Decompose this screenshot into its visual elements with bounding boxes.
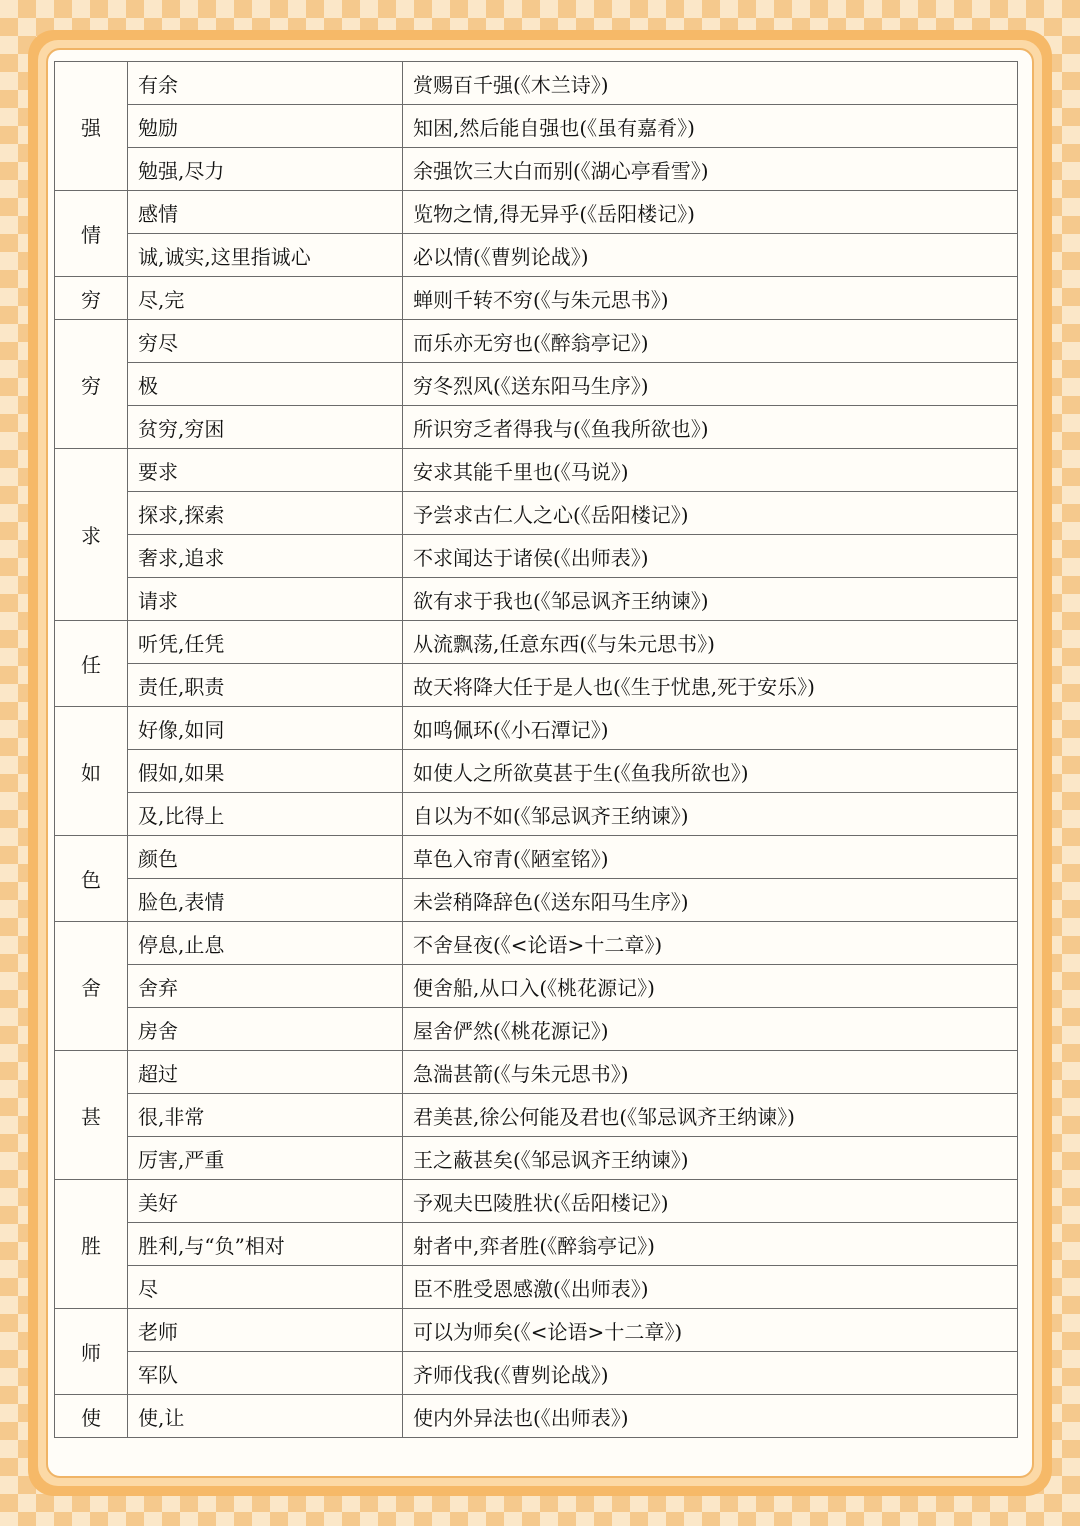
example-cell: 君美甚,徐公何能及君也(《邹忌讽齐王纳谏》) — [403, 1094, 1018, 1137]
table-row — [55, 363, 1018, 406]
meaning-cell: 舍弃 — [128, 965, 403, 1008]
table-row — [55, 1395, 1018, 1438]
meaning-cell: 尽 — [128, 1266, 403, 1309]
table-row — [55, 148, 1018, 191]
meaning-cell: 探求,探索 — [128, 492, 403, 535]
example-cell: 予观夫巴陵胜状(《岳阳楼记》) — [403, 1180, 1018, 1223]
example-cell: 予尝求古仁人之心(《岳阳楼记》) — [403, 492, 1018, 535]
meaning-cell: 勉励 — [128, 105, 403, 148]
meaning-cell: 胜利,与“负”相对 — [128, 1223, 403, 1266]
meaning-cell: 尽,完 — [128, 277, 403, 320]
meaning-cell: 厉害,严重 — [128, 1137, 403, 1180]
table-row — [55, 965, 1018, 1008]
table-row — [55, 1223, 1018, 1266]
headword-cell: 如 — [55, 707, 128, 836]
meaning-cell: 有余 — [128, 62, 403, 105]
headword-cell: 穷 — [55, 277, 128, 320]
table-row — [55, 879, 1018, 922]
meaning-cell: 脸色,表情 — [128, 879, 403, 922]
table-row — [55, 1180, 1018, 1223]
meaning-cell: 好像,如同 — [128, 707, 403, 750]
table-row — [55, 191, 1018, 234]
example-cell: 不舍昼夜(《<论语>十二章》) — [403, 922, 1018, 965]
headword-cell: 甚 — [55, 1051, 128, 1180]
table-row — [55, 1309, 1018, 1352]
example-cell: 自以为不如(《邹忌讽齐王纳谏》) — [403, 793, 1018, 836]
meaning-cell: 奢求,追求 — [128, 535, 403, 578]
vocabulary-table-body — [55, 62, 1018, 1438]
table-row — [55, 449, 1018, 492]
meaning-cell: 房舍 — [128, 1008, 403, 1051]
meaning-cell: 极 — [128, 363, 403, 406]
headword-cell: 胜 — [55, 1180, 128, 1309]
example-cell: 使内外异法也(《出师表》) — [403, 1395, 1018, 1438]
table-row — [55, 1094, 1018, 1137]
example-cell: 射者中,弈者胜(《醉翁亭记》) — [403, 1223, 1018, 1266]
example-cell: 余强饮三大白而别(《湖心亭看雪》) — [403, 148, 1018, 191]
example-cell: 而乐亦无穷也(《醉翁亭记》) — [403, 320, 1018, 363]
meaning-cell: 勉强,尽力 — [128, 148, 403, 191]
example-cell: 所识穷乏者得我与(《鱼我所欲也》) — [403, 406, 1018, 449]
meaning-cell: 假如,如果 — [128, 750, 403, 793]
headword-cell: 任 — [55, 621, 128, 707]
table-row — [55, 1051, 1018, 1094]
meaning-cell: 老师 — [128, 1309, 403, 1352]
meaning-cell: 军队 — [128, 1352, 403, 1395]
example-cell: 急湍甚箭(《与朱元思书》) — [403, 1051, 1018, 1094]
table-row — [55, 277, 1018, 320]
table-row — [55, 234, 1018, 277]
meaning-cell: 很,非常 — [128, 1094, 403, 1137]
meaning-cell: 听凭,任凭 — [128, 621, 403, 664]
example-cell: 览物之情,得无异乎(《岳阳楼记》) — [403, 191, 1018, 234]
example-cell: 穷冬烈风(《送东阳马生序》) — [403, 363, 1018, 406]
meaning-cell: 穷尽 — [128, 320, 403, 363]
meaning-cell: 贫穷,穷困 — [128, 406, 403, 449]
example-cell: 蝉则千转不穷(《与朱元思书》) — [403, 277, 1018, 320]
example-cell: 不求闻达于诸侯(《出师表》) — [403, 535, 1018, 578]
example-cell: 故天将降大任于是人也(《生于忧患,死于安乐》) — [403, 664, 1018, 707]
example-cell: 屋舍俨然(《桃花源记》) — [403, 1008, 1018, 1051]
table-row — [55, 836, 1018, 879]
example-cell: 安求其能千里也(《马说》) — [403, 449, 1018, 492]
example-cell: 从流飘荡,任意东西(《与朱元思书》) — [403, 621, 1018, 664]
headword-cell: 强 — [55, 62, 128, 191]
example-cell: 齐师伐我(《曹刿论战》) — [403, 1352, 1018, 1395]
headword-cell: 色 — [55, 836, 128, 922]
meaning-cell: 请求 — [128, 578, 403, 621]
example-cell: 欲有求于我也(《邹忌讽齐王纳谏》) — [403, 578, 1018, 621]
meaning-cell: 责任,职责 — [128, 664, 403, 707]
headword-cell: 穷 — [55, 320, 128, 449]
example-cell: 如使人之所欲莫甚于生(《鱼我所欲也》) — [403, 750, 1018, 793]
meaning-cell: 超过 — [128, 1051, 403, 1094]
table-row — [55, 578, 1018, 621]
table-row — [55, 320, 1018, 363]
table-row — [55, 406, 1018, 449]
table-row — [55, 1137, 1018, 1180]
table-row — [55, 62, 1018, 105]
meaning-cell: 颜色 — [128, 836, 403, 879]
meaning-cell: 使,让 — [128, 1395, 403, 1438]
meaning-cell: 及,比得上 — [128, 793, 403, 836]
table-row — [55, 1008, 1018, 1051]
meaning-cell: 要求 — [128, 449, 403, 492]
table-row — [55, 664, 1018, 707]
headword-cell: 使 — [55, 1395, 128, 1438]
table-row — [55, 621, 1018, 664]
headword-cell: 师 — [55, 1309, 128, 1395]
table-row — [55, 922, 1018, 965]
meaning-cell: 美好 — [128, 1180, 403, 1223]
example-cell: 便舍船,从口入(《桃花源记》) — [403, 965, 1018, 1008]
example-cell: 可以为师矣(《<论语>十二章》) — [403, 1309, 1018, 1352]
example-cell: 臣不胜受恩感激(《出师表》) — [403, 1266, 1018, 1309]
table-row — [55, 1266, 1018, 1309]
example-cell: 王之蔽甚矣(《邹忌讽齐王纳谏》) — [403, 1137, 1018, 1180]
table-row — [55, 793, 1018, 836]
table-row — [55, 535, 1018, 578]
meaning-cell: 诚,诚实,这里指诚心 — [128, 234, 403, 277]
example-cell: 未尝稍降辞色(《送东阳马生序》) — [403, 879, 1018, 922]
table-row — [55, 1352, 1018, 1395]
vocabulary-table — [54, 61, 1018, 1438]
example-cell: 赏赐百千强(《木兰诗》) — [403, 62, 1018, 105]
table-row — [55, 105, 1018, 148]
meaning-cell: 感情 — [128, 191, 403, 234]
table-row — [55, 492, 1018, 535]
table-row — [55, 707, 1018, 750]
headword-cell: 求 — [55, 449, 128, 621]
table-row — [55, 750, 1018, 793]
example-cell: 草色入帘青(《陋室铭》) — [403, 836, 1018, 879]
headword-cell: 情 — [55, 191, 128, 277]
example-cell: 如鸣佩环(《小石潭记》) — [403, 707, 1018, 750]
meaning-cell: 停息,止息 — [128, 922, 403, 965]
headword-cell: 舍 — [55, 922, 128, 1051]
example-cell: 必以情(《曹刿论战》) — [403, 234, 1018, 277]
example-cell: 知困,然后能自强也(《虽有嘉肴》) — [403, 105, 1018, 148]
